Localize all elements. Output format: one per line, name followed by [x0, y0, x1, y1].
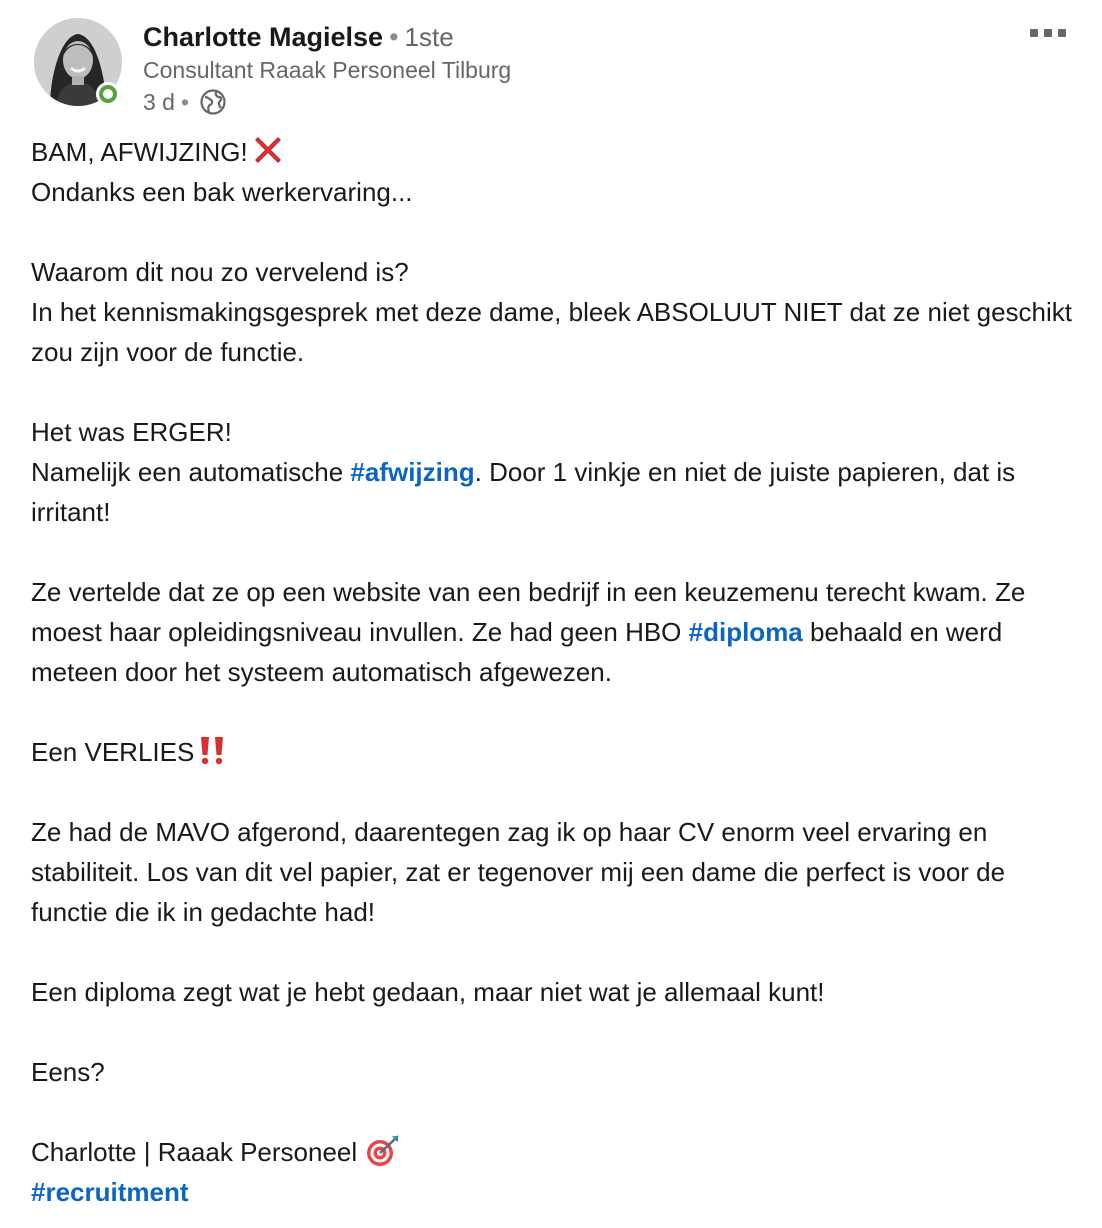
- post-line: [31, 132, 1081, 172]
- author-info: [143, 20, 843, 118]
- post-text: Ze vertelde dat ze op een website van een bedrijf in een keuzemenu terecht kwam. Ze moest haar opleidingsniveau invullen. Ze had geen HBO: [31, 577, 1026, 647]
- post-line: Een diploma zegt wat je hebt gedaan, maar niet wat je allemaal kunt!: [31, 977, 825, 1007]
- line-break: [31, 772, 1081, 812]
- cross-mark-emoji-icon: [252, 134, 284, 166]
- line-break: [31, 372, 1081, 412]
- post-body: [31, 132, 1081, 1212]
- online-status-icon: [96, 82, 120, 106]
- post-line: Ondanks een bak werkervaring...: [31, 177, 413, 207]
- more-options-icon: [1058, 29, 1066, 37]
- more-options-button[interactable]: [1026, 20, 1070, 46]
- author-avatar-wrapper[interactable]: [34, 18, 124, 108]
- line-break: [31, 1012, 1081, 1052]
- post-text: Namelijk een automatische: [31, 457, 351, 487]
- line-break: [31, 212, 1081, 252]
- direct-hit-target-emoji-icon: [365, 1134, 401, 1168]
- post-line: [31, 572, 1081, 692]
- meta-separator: •: [180, 89, 190, 115]
- post-time: 3 d: [143, 89, 175, 115]
- hashtag-recruitment-link[interactable]: #recruitment: [31, 1177, 189, 1207]
- post-header: [32, 16, 1072, 116]
- connection-degree: 1ste: [404, 22, 454, 52]
- double-exclamation-emoji-icon: [196, 734, 228, 766]
- post-text: BAM, AFWIJZING!: [31, 137, 248, 167]
- hashtag-diploma-link[interactable]: #diploma: [688, 617, 803, 647]
- post-meta: [143, 86, 843, 118]
- post-text: Charlotte | Raaak Personeel: [31, 1137, 358, 1167]
- post-text: . Door 1 vinkje en niet de juiste papieren, dat is irritant!: [31, 457, 1016, 527]
- author-headline: Consultant Raaak Personeel Tilburg: [143, 57, 512, 83]
- post-line: Waarom dit nou zo vervelend is?: [31, 257, 409, 287]
- line-break: [31, 532, 1081, 572]
- author-name[interactable]: Charlotte Magielse: [143, 22, 384, 52]
- post-line: In het kennismakingsgesprek met deze dame, bleek ABSOLUUT NIET dat ze niet geschikt zou zijn voor de functie.: [31, 297, 1073, 367]
- line-break: [31, 932, 1081, 972]
- line-break: [31, 692, 1081, 732]
- post-text: Een VERLIES: [31, 737, 195, 767]
- post-line: [31, 732, 1081, 772]
- more-options-icon: [1030, 29, 1038, 37]
- post-line: Eens?: [31, 1057, 105, 1087]
- name-separator: •: [389, 22, 399, 52]
- more-options-icon: [1044, 29, 1052, 37]
- author-name-line: [143, 20, 843, 54]
- hashtag-afwijzing-link[interactable]: #afwijzing: [350, 457, 475, 487]
- post-line: [31, 1172, 1081, 1212]
- post-line: [31, 1132, 1081, 1172]
- post-text: behaald en werd meteen door het systeem automatisch afgewezen.: [31, 617, 1003, 687]
- post-line: Het was ERGER!: [31, 417, 232, 447]
- globe-icon: [199, 88, 227, 116]
- post-line: [31, 452, 1081, 532]
- post-line: Ze had de MAVO afgerond, daarentegen zag ik op haar CV enorm veel ervaring en stabiliteit. Los van dit vel papier, zat er tegenover mij een dame die perfect is voor de functie die ik in gedachte had!: [31, 817, 1006, 927]
- line-break: [31, 1092, 1081, 1132]
